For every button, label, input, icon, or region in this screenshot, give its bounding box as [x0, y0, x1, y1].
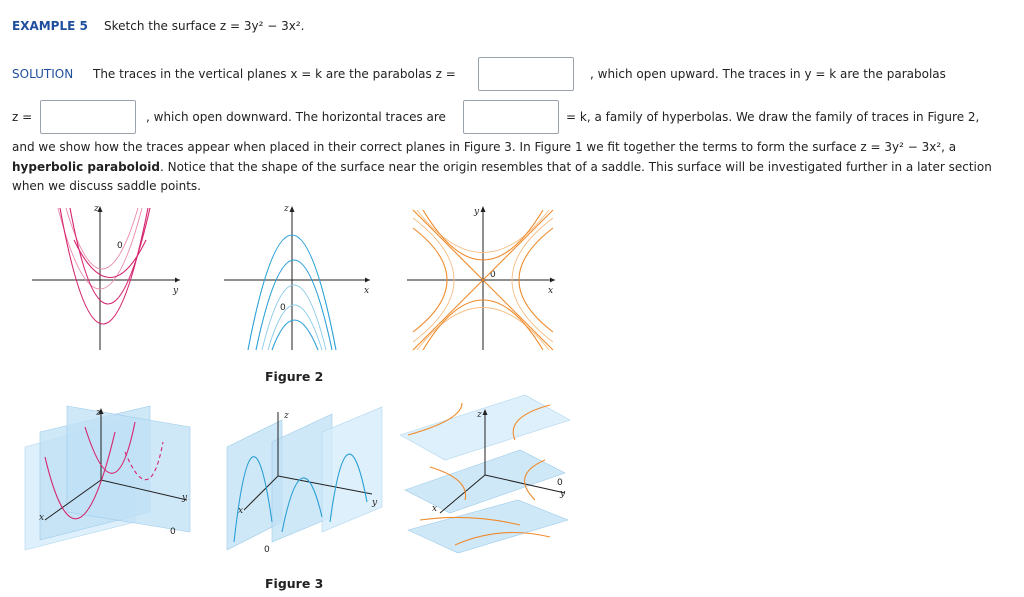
- axis-label-x: x: [364, 286, 370, 296]
- origin-label: 0: [117, 241, 123, 251]
- axis-label-x: x: [548, 286, 554, 296]
- y-axis-arrow-icon: [481, 206, 486, 212]
- answer-box-2[interactable]: [40, 100, 136, 134]
- x-axis-arrow-icon: [550, 278, 555, 283]
- axis-label-x: x: [238, 506, 244, 516]
- axis-label-y: y: [182, 493, 188, 503]
- trace-parabola: [272, 320, 318, 350]
- axis-label-z: z: [284, 411, 289, 421]
- axis-label-z: z: [284, 204, 289, 214]
- solution-line2-c: = k, a family of hyperbolas. We draw the family of traces in Figure 2,: [566, 110, 980, 124]
- figure2-caption: Figure 2: [265, 369, 324, 384]
- axis-label-x: x: [39, 513, 45, 523]
- trace-parabola: [262, 285, 326, 350]
- origin-label: 0: [264, 545, 270, 555]
- solution-line1-a: The traces in the vertical planes x = k are the parabolas z =: [93, 67, 456, 81]
- z-axis-arrow-icon: [290, 206, 295, 212]
- axis-label-y: y: [560, 489, 566, 499]
- origin-label: 0: [280, 303, 286, 313]
- axis-label-z: z: [94, 204, 99, 214]
- solution-label: SOLUTION: [12, 67, 74, 81]
- axis-label-z: z: [96, 408, 101, 418]
- figure3-panel1: [25, 402, 200, 550]
- example-statement: Sketch the surface z = 3y² − 3x².: [104, 19, 305, 33]
- term-hyperbolic-paraboloid: hyperbolic paraboloid: [12, 160, 160, 174]
- solution-line4-rest: . Notice that the shape of the surface near the origin resembles that of a saddle. This surface will be investigated further in a later section: [159, 160, 992, 174]
- axis-label-z: z: [477, 410, 482, 420]
- figure3-panel3: [400, 395, 575, 555]
- axis-label-y: y: [474, 207, 480, 217]
- y-axis-arrow-icon: [175, 278, 180, 283]
- figure2-panel2: [222, 200, 387, 355]
- origin-label: 0: [557, 478, 563, 488]
- figure3-caption: Figure 3: [265, 576, 324, 591]
- trace-parabola: [74, 240, 146, 278]
- axis-label-x: x: [432, 504, 438, 514]
- solution-line2-a: z =: [12, 110, 33, 124]
- solution-line3: and we show how the traces appear when placed in their correct planes in Figure 3. In Figure 1 we fit together the terms to form the surface z = 3y² − 3x², a: [12, 140, 957, 154]
- solution-line4: [12, 160, 992, 174]
- example-label: EXAMPLE 5: [12, 19, 88, 33]
- answer-box-1[interactable]: [478, 57, 574, 91]
- trace-parabola: [268, 305, 322, 350]
- axis-label-y: y: [173, 286, 179, 296]
- figure3-panel2: [222, 402, 392, 555]
- axis-label-y: y: [372, 498, 378, 508]
- origin-label: 0: [170, 527, 176, 537]
- answer-box-3[interactable]: [463, 100, 559, 134]
- figure2-panel1: [30, 200, 195, 355]
- solution-line5: when we discuss saddle points.: [12, 179, 201, 193]
- x-axis-arrow-icon: [365, 278, 370, 283]
- solution-line2-b: , which open downward. The horizontal traces are: [146, 110, 446, 124]
- origin-label: 0: [490, 270, 496, 280]
- solution-line1-b: , which open upward. The traces in y = k are the parabolas: [590, 67, 946, 81]
- figure2-panel3: [405, 200, 570, 355]
